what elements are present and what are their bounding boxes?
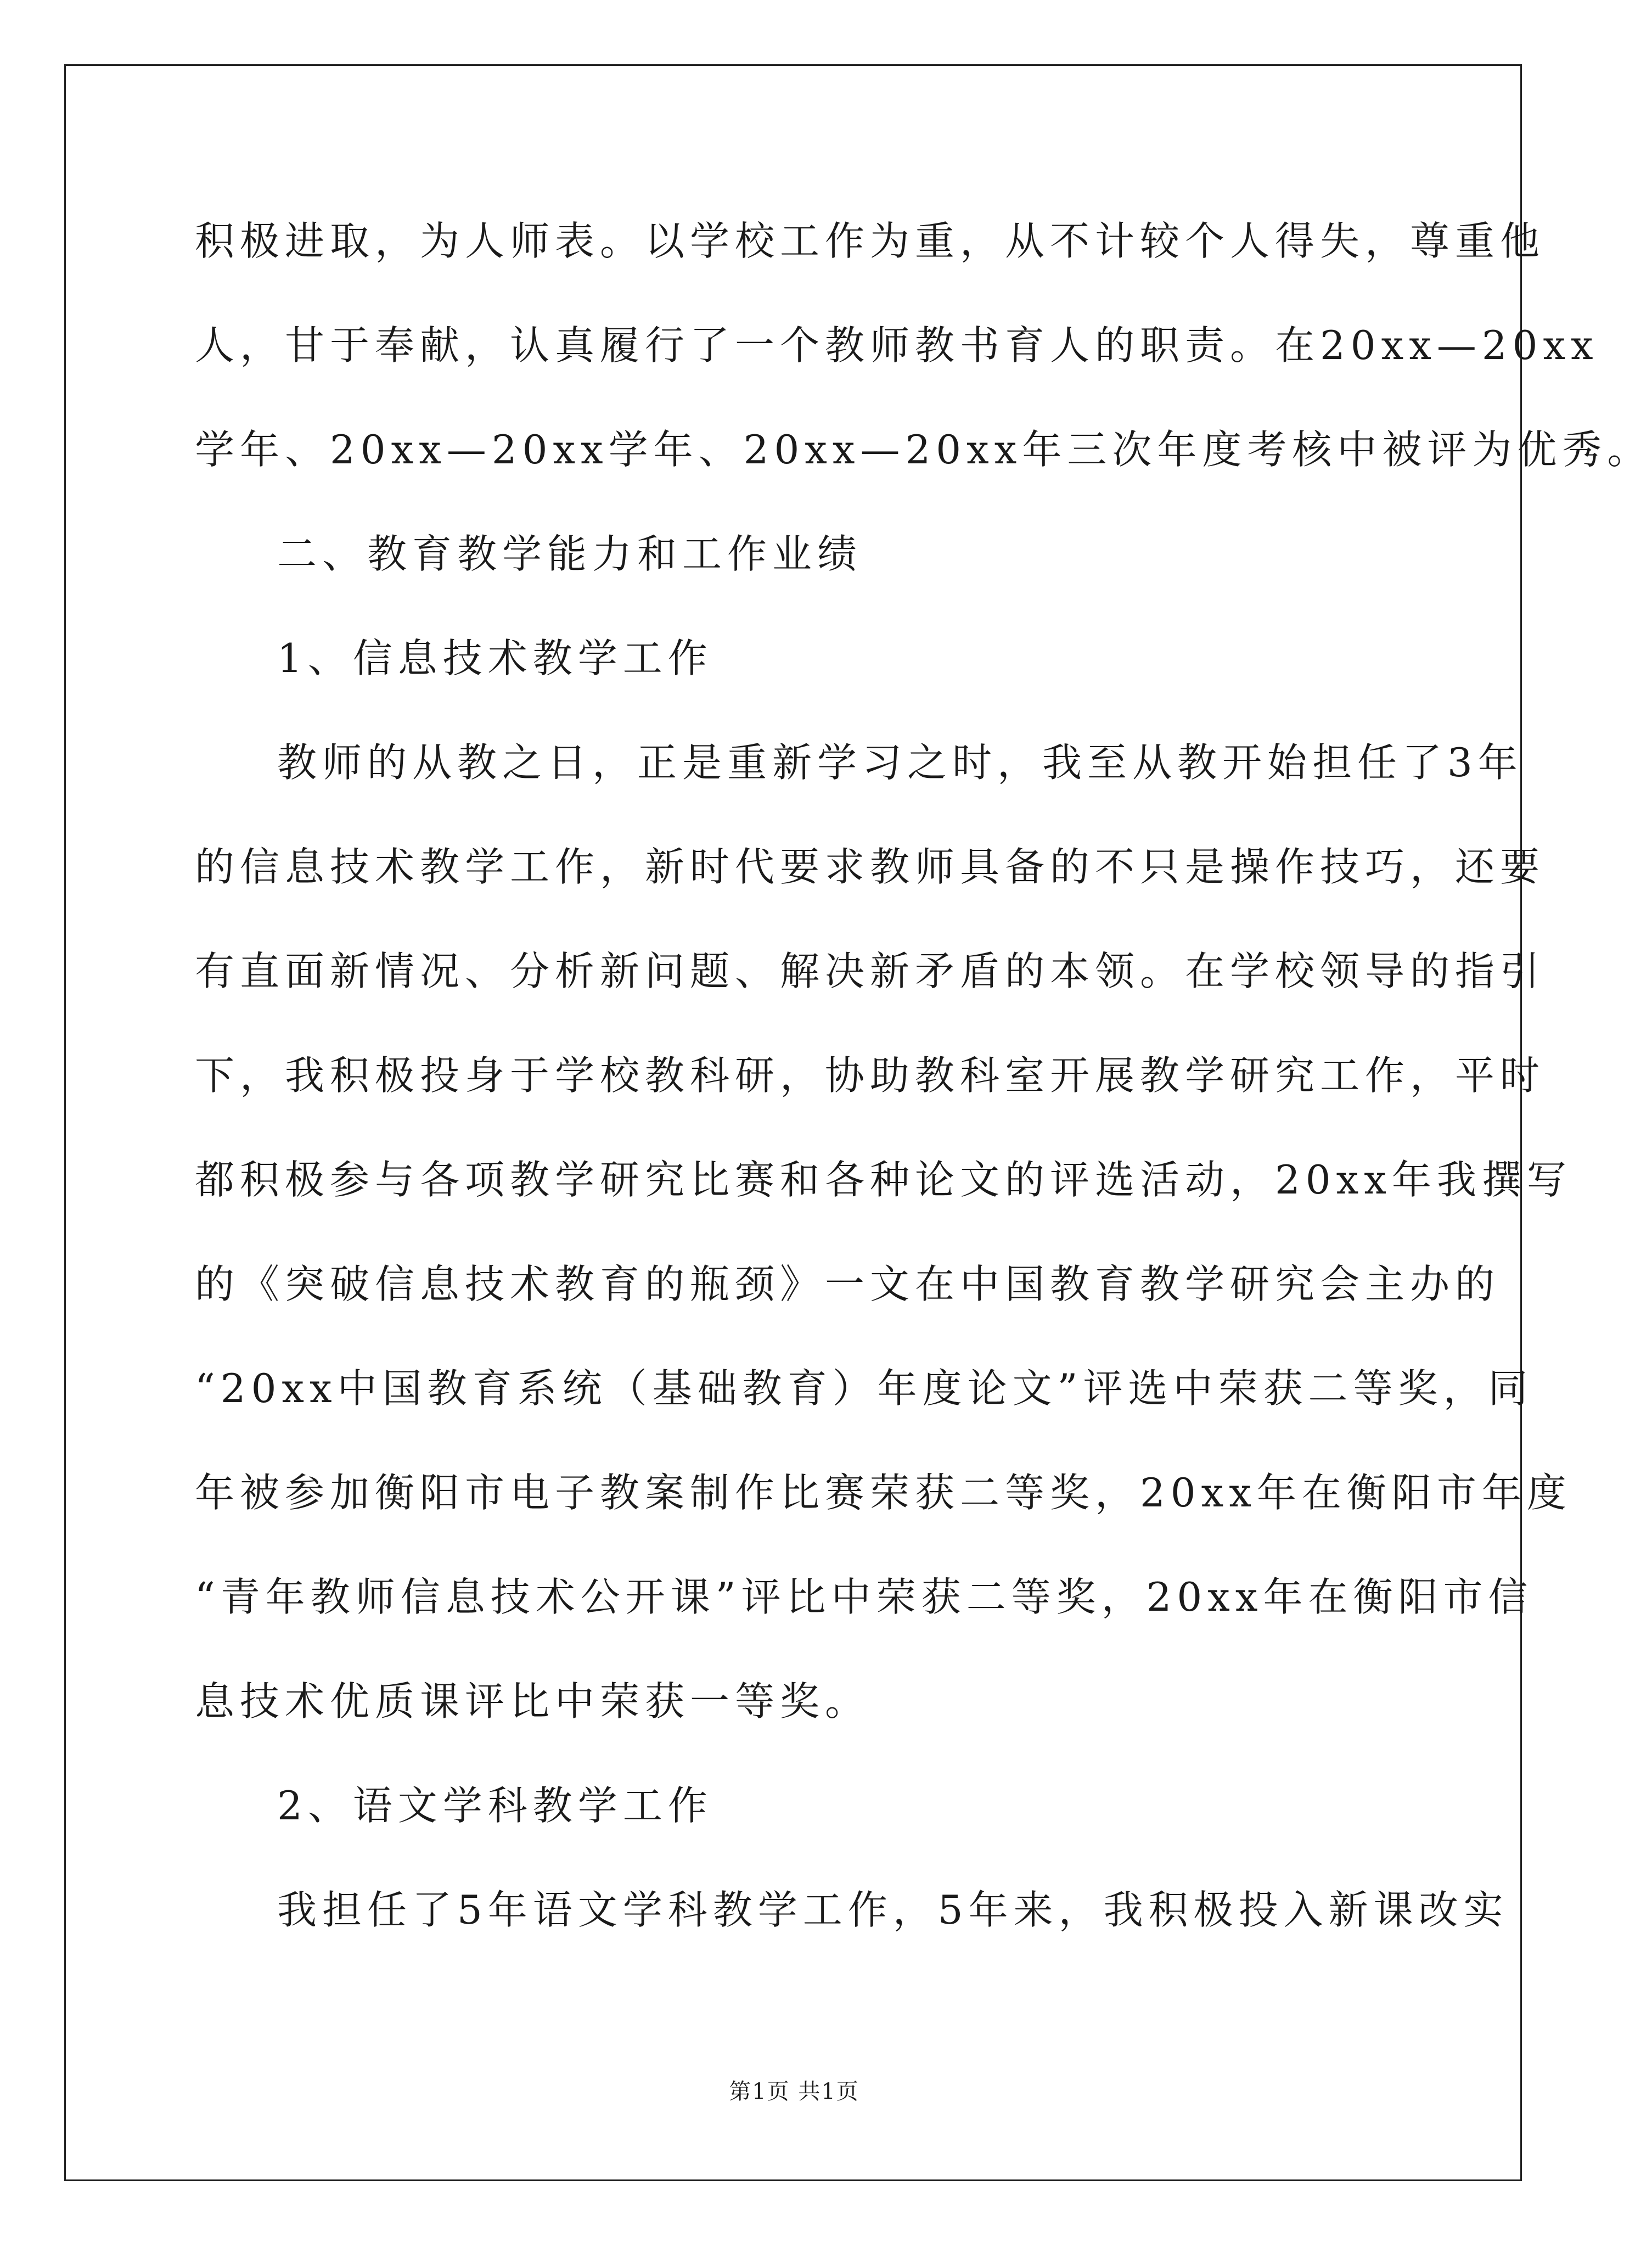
paragraph-line: 有直面新情况、分析新问题、解决新矛盾的本领。在学校领导的指引 (195, 948, 1546, 994)
paragraph-line: “20xx中国教育系统（基础教育）年度论文”评选中荣获二等奖，同 (195, 1365, 1533, 1411)
paragraph-line: 的信息技术教学工作，新时代要求教师具备的不只是操作技巧，还要 (195, 844, 1546, 890)
subsection-heading: 2、语文学科教学工作 (277, 1783, 713, 1829)
paragraph-line: 的《突破信息技术教育的瓶颈》一文在中国教育教学研究会主办的 (195, 1261, 1501, 1307)
paragraph-line: 下，我积极投身于学校教科研，协助教科室开展教学研究工作，平时 (195, 1052, 1546, 1099)
paragraph-line: 息技术优质课评比中荣获一等奖。 (195, 1678, 870, 1724)
page-number-footer: 第1页 共1页 (729, 2079, 859, 2104)
section-heading: 二、教育教学能力和工作业绩 (277, 531, 863, 577)
paragraph-line: 都积极参与各项教学研究比赛和各种论文的评选活动，20xx年我撰写 (195, 1157, 1572, 1203)
paragraph-line: 学年、20xx—20xx学年、20xx—20xx年三次年度考核中被评为优秀。 (195, 427, 1652, 473)
paragraph-line: 年被参加衡阳市电子教案制作比赛荣获二等奖，20xx年在衡阳市年度 (195, 1470, 1572, 1516)
paragraph-line: 我担任了5年语文学科教学工作，5年来，我积极投入新课改实 (277, 1887, 1509, 1933)
subsection-heading: 1、信息技术教学工作 (277, 635, 713, 681)
paragraph-line: 教师的从教之日，正是重新学习之时，我至从教开始担任了3年 (277, 739, 1523, 786)
paragraph-line: “青年教师信息技术公开课”评比中荣获二等奖，20xx年在衡阳市信 (195, 1574, 1533, 1620)
document-body (195, 210, 1652, 1983)
paragraph-line: 积极进取，为人师表。以学校工作为重，从不计较个人得失，尊重他 (195, 218, 1546, 264)
paragraph-line: 人，甘于奉献，认真履行了一个教师教书育人的职责。在20xx—20xx (195, 322, 1599, 368)
